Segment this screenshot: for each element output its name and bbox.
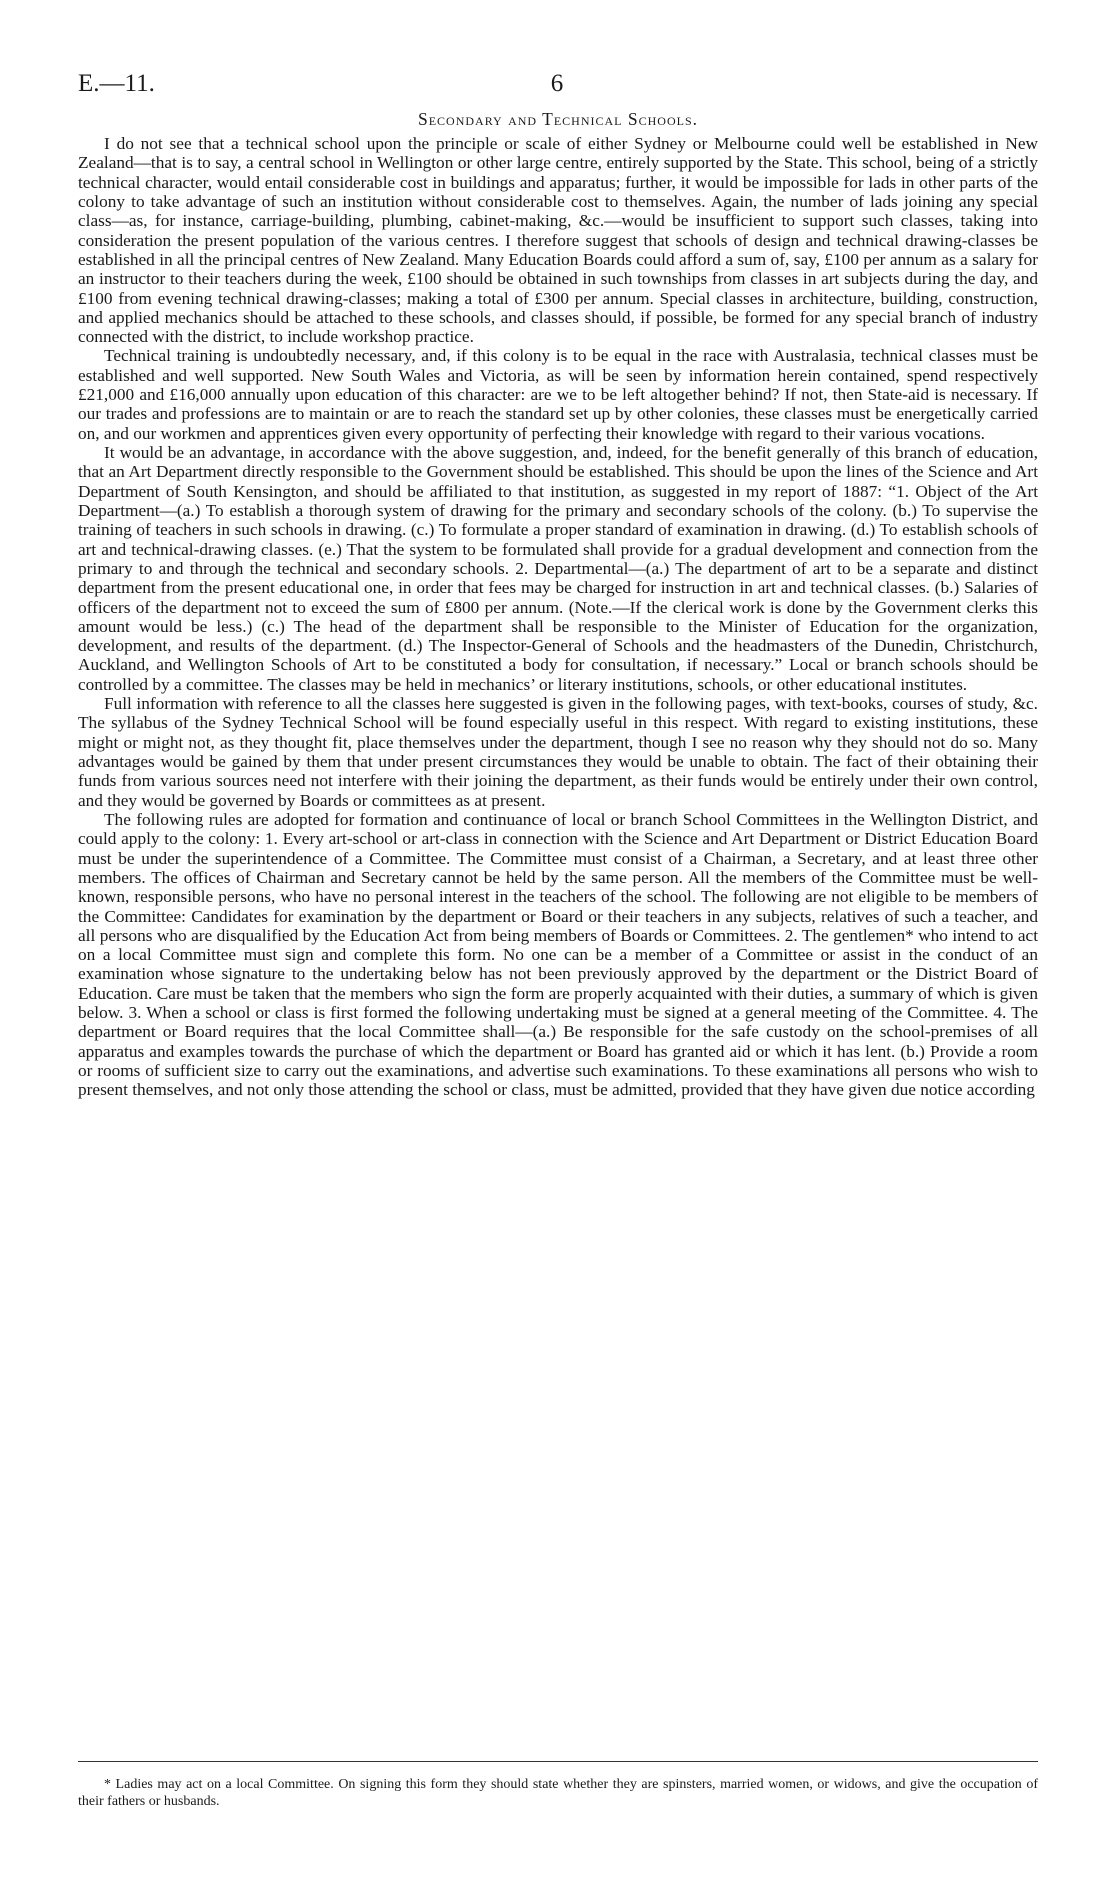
page-number: 6 [550, 70, 564, 97]
footnote: * Ladies may act on a local Committee. On signing this form they should state whether they are spinsters, married women, or widows, and give the occupation of their fathers or husbands. [78, 1777, 1038, 1809]
footnote-divider [78, 1761, 1038, 1762]
paragraph-technical-training: Technical training is undoubtedly necessary, and, if this colony is to be equal in the race with Australasia, technical classes must be established and well supported. New South Wales and Victoria, as will be seen by information herein contained, spend respectively £21,000 and £16,000 annually upon education of this character: are we to be left altogether behind? If not, then State-aid is necessary. If our trades and professions are to maintain or are to reach the standard set up by other colonies, these classes must be energetically carried on, and our workmen and apprentices given every opportunity of perfecting their knowledge with regard to their various vocations. [78, 346, 1038, 443]
paragraph-technical-school-scale: I do not see that a technical school upon the principle or scale of either Sydney or Melbourne could well be established in New Zealand—that is to say, a central school in Wellington or other large centre, entirely supported by the State. This school, being of a strictly technical character, would entail considerable cost in buildings and apparatus; further, it would be impossible for lads in other parts of the colony to take advantage of such an institution without considerable cost to themselves. Again, the number of lads joining any special class—as, for instance, carriage-building, plumbing, cabinet-making, &c.—would be insufficient to support such classes, taking into consideration the present population of the various centres. I therefore suggest that schools of design and technical drawing-classes be established in all the principal centres of New Zealand. Many Education Boards could afford a sum of, say, £100 per annum as a salary for an instructor to their teachers during the week, £100 should be obtained in such townships from classes in art subjects during the day, and £100 from evening technical drawing-classes; making a total of £300 per annum. Special classes in architecture, building, construction, and applied mechanics should be attached to these schools, and classes should, if possible, be formed for any special branch of industry connected with the district, to include workshop practice. [78, 134, 1038, 347]
document-reference: E.—11. [78, 70, 155, 97]
paragraph-art-department: It would be an advantage, in accordance with the above suggestion, and, indeed, for the benefit generally of this branch of education, that an Art Department directly responsible to the Government should be established. This should be upon the lines of the Science and Art Department of South Kensington, and should be affiliated to that institution, as suggested in my report of 1887: “1. Object of the Art Department—(a.) To establish a thorough system of drawing for the primary and secondary schools of the colony. (b.) To supervise the training of teachers in such schools in drawing. (c.) To formulate a proper standard of examination in drawing. (d.) To establish schools of art and technical-drawing classes. (e.) That the system to be formulated shall provide for a gradual development and connection from the primary to and through the technical and secondary schools. 2. Departmental—(a.) The department of art to be a separate and distinct department from the present educational one, in order that fees may be charged for instruction in art and technical classes. (b.) Salaries of officers of the department not to exceed the sum of £800 per annum. (Note.—If the clerical work is done by the Government clerks this amount would be less.) (c.) The head of the department shall be responsible to the Minister of Education for the organization, development, and results of the department. (d.) The Inspector-General of Schools and the headmasters of the Dunedin, Christchurch, Auckland, and Wellington Schools of Art to be constituted a body for consultation, if necessary.” Local or branch schools should be controlled by a committee. The classes may be held in mechanics’ or literary institutions, schools, or other educational institutes. [78, 443, 1038, 694]
paragraph-full-information: Full information with reference to all the classes here suggested is given in the following pages, with text-books, courses of study, &c. The syllabus of the Sydney Technical School will be found especially useful in this respect. With regard to existing institutions, these might or might not, as they thought fit, place themselves under the department, though I see no reason why they should not do so. Many advantages would be gained by them that under present circumstances they would be unable to obtain. The fact of their obtaining their funds from various sources need not interfere with their joining the department, as their funds would be entirely under their own control, and they would be governed by Boards or committees as at present. [78, 694, 1038, 810]
page-header [78, 70, 1036, 102]
paragraph-committee-rules: The following rules are adopted for formation and continuance of local or branch School Committees in the Wellington District, and could apply to the colony: 1. Every art-school or art-class in connection with the Science and Art Department or District Education Board must be under the superintendence of a Committee. The Committee must consist of a Chairman, a Secretary, and at least three other members. The offices of Chairman and Secretary cannot be held by the same person. All the members of the Committee must be well-known, responsible persons, who have no personal interest in the teachers of the school. The following are not eligible to be members of the Committee: Candidates for examination by the department or Board or their teachers in any subjects, relatives of such a teacher, and all persons who are disqualified by the Education Act from being members of Boards or Committees. 2. The gentlemen* who intend to act on a local Committee must sign and complete this form. No one can be a member of a Committee or assist in the conduct of an examination whose signature to the undertaking below has not been previously approved by the department or the District Board of Education. Care must be taken that the members who sign the form are properly acquainted with their duties, a summary of which is given below. 3. When a school or class is first formed the following undertaking must be signed at a general meeting of the Committee. 4. The department or Board requires that the local Committee shall—(a.) Be responsible for the safe custody on the school-premises of all apparatus and examples towards the purchase of which the department or Board has granted aid or which it has lent. (b.) Provide a room or rooms of sufficient size to carry out the examinations, and advertise such examinations. To these examinations all persons who wish to present themselves, and not only those attending the school or class, must be admitted, provided that they have given due notice according [78, 809, 1038, 1100]
section-title: Secondary and Technical Schools. [417, 109, 698, 129]
page-body [78, 109, 1038, 1100]
